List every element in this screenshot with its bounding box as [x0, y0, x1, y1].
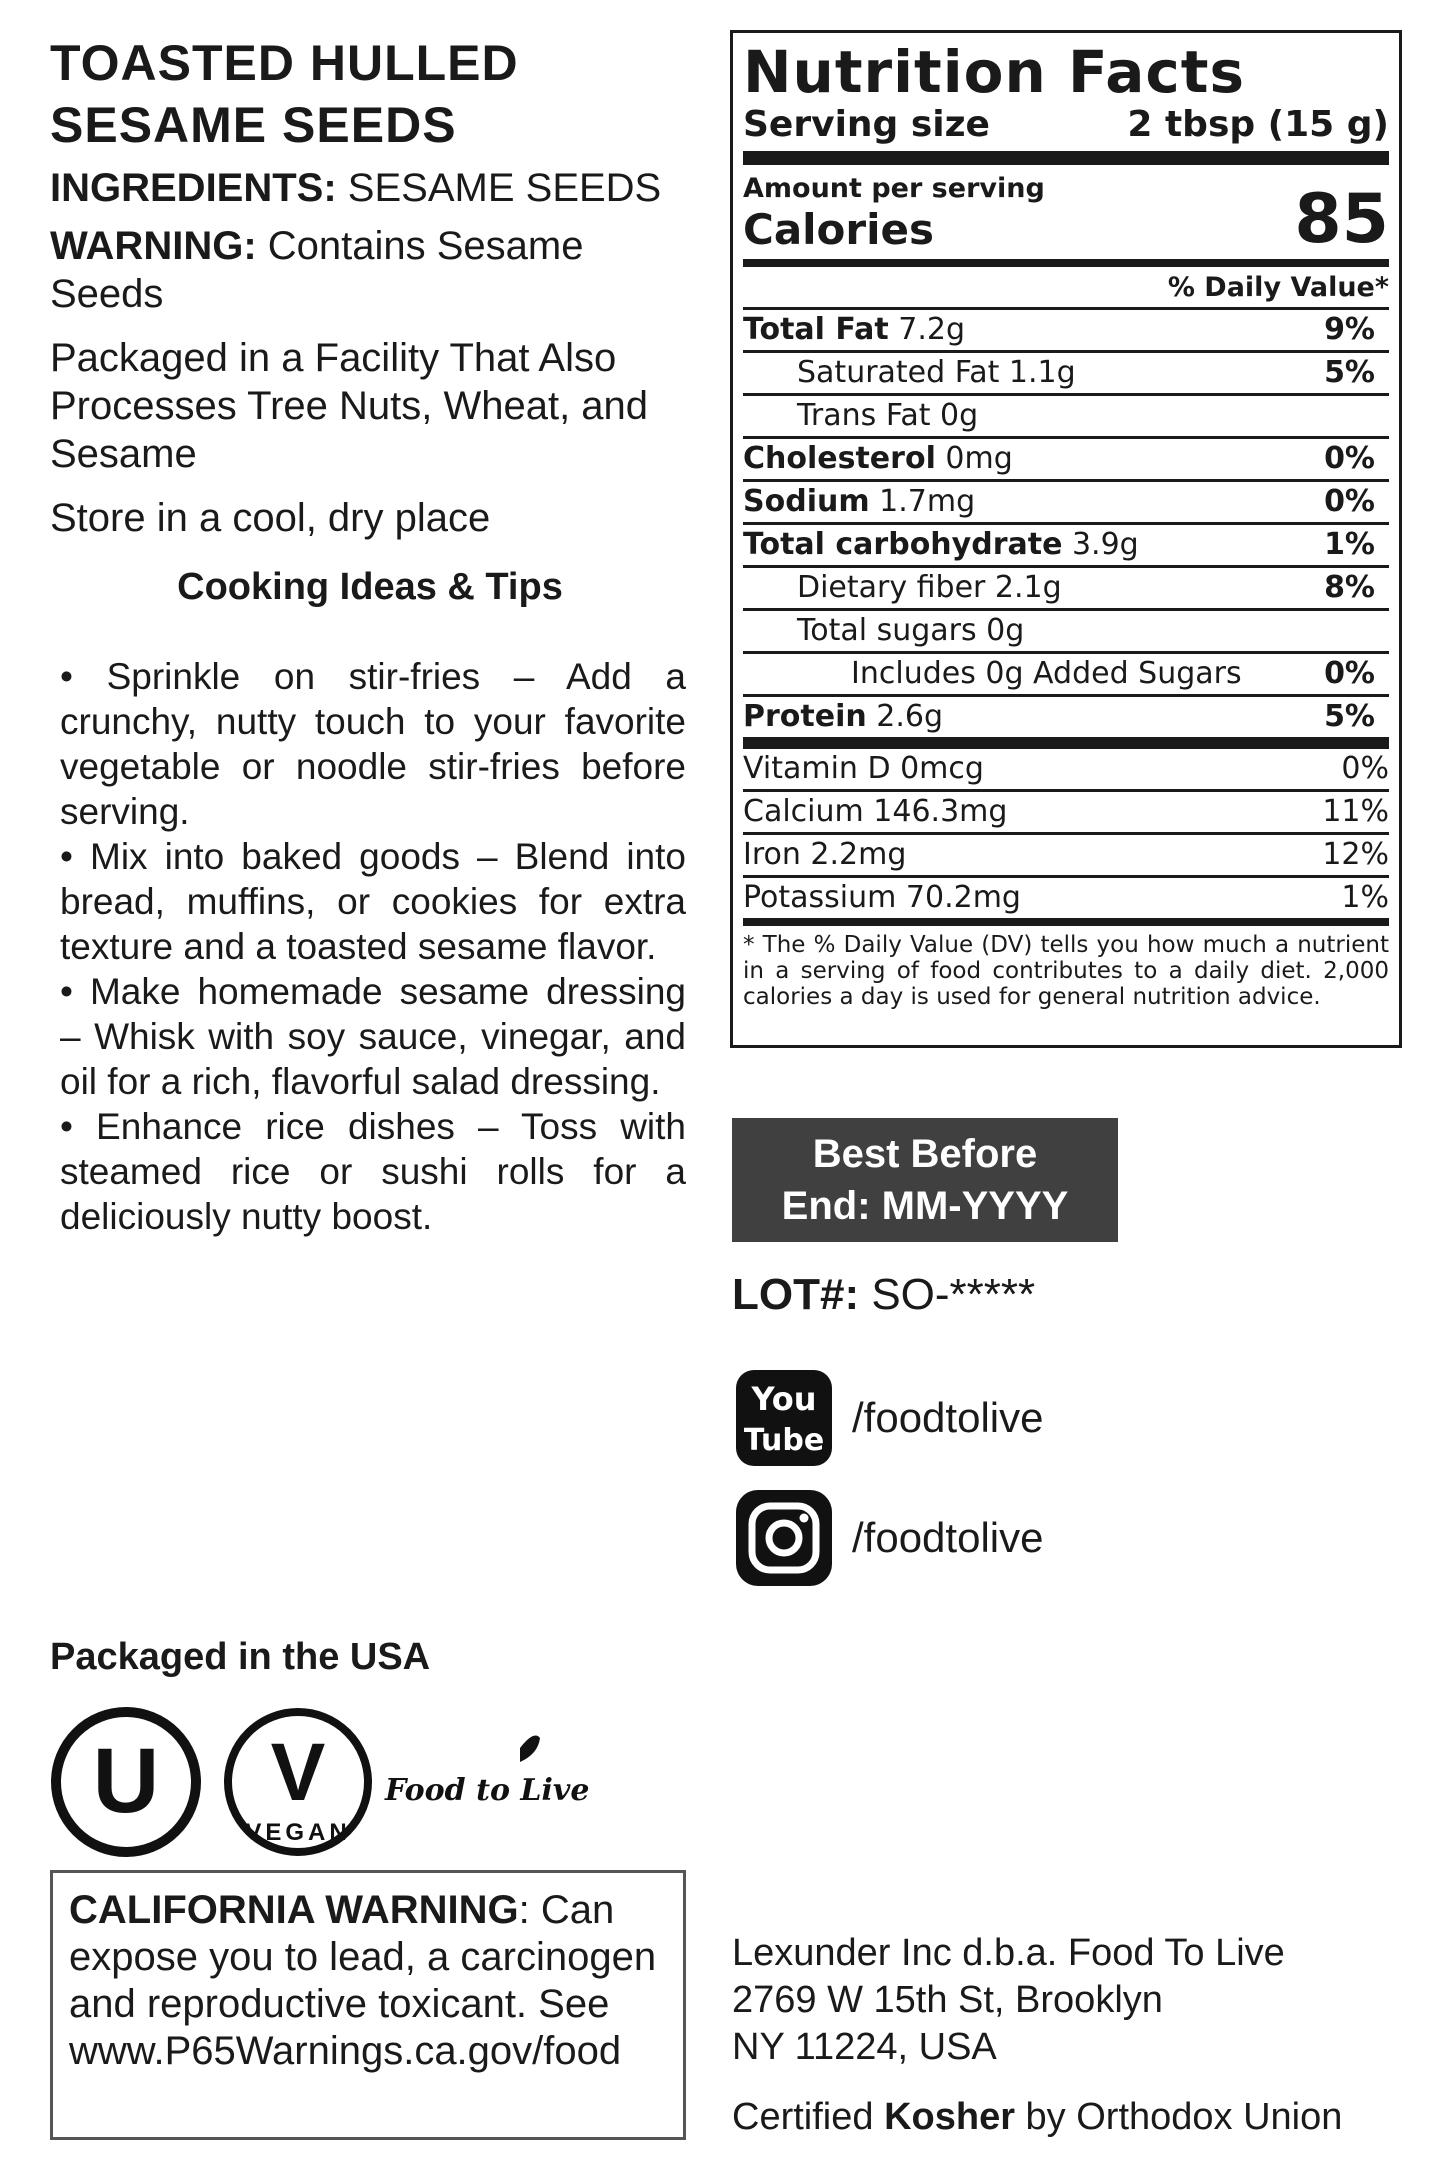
warning-label: WARNING:	[50, 224, 257, 268]
company-line3: NY 11224, USA	[732, 2026, 997, 2068]
company-line1: Lexunder Inc d.b.a. Food To Live	[732, 1932, 1285, 1974]
tip-item: • Make homemade sesame dressing – Whisk with soy sauce, vinegar, and oil for a rich, flavorful salad dressing.	[60, 971, 686, 1102]
lot-value: SO-*****	[859, 1270, 1036, 1319]
vitamin-row: Calcium 146.3mg 11%	[743, 792, 1389, 835]
vitamin-row: Iron 2.2mg 12%	[743, 835, 1389, 878]
california-warning-label: CALIFORNIA WARNING	[69, 1888, 519, 1932]
ingredients	[50, 164, 710, 212]
svg-text:Tube: Tube	[743, 1423, 825, 1458]
daily-value-header: % Daily Value*	[743, 267, 1389, 310]
instagram-link[interactable]	[732, 1486, 1043, 1590]
product-title-line2: SESAME SEEDS	[50, 97, 457, 153]
product-title	[50, 32, 710, 156]
brand-text: Food to Live	[385, 1773, 590, 1808]
daily-value-footnote: * The % Daily Value (DV) tells you how much a nutrient in a serving of food contributes to a daily diet. 2,000 calories a day is used for general nutrition advice.	[743, 932, 1389, 1010]
nutrient-row: Trans Fat 0g	[743, 396, 1389, 439]
kosher-certification: Certified Kosher by Orthodox Union	[732, 2096, 1343, 2138]
warning-value: Contains Sesame Seeds	[50, 224, 584, 316]
lot-number	[732, 1270, 1035, 1320]
nutrient-row: Includes 0g Added Sugars 0%	[743, 654, 1389, 697]
kosher-letter: U	[92, 1730, 160, 1832]
instagram-icon	[732, 1486, 836, 1590]
youtube-icon	[732, 1366, 836, 1470]
california-warning-text: : Can expose you to lead, a carcinogen and reproductive toxicant. See www.P65Warnings.ca.gov/food	[69, 1888, 657, 2073]
serving-size-row	[743, 103, 1389, 165]
best-before-box	[732, 1118, 1118, 1242]
california-warning	[50, 1870, 686, 2140]
best-before-line2: End: MM-YYYY	[781, 1184, 1069, 1228]
tips-heading: Cooking Ideas & Tips	[177, 566, 563, 608]
nutrition-title: Nutrition Facts	[743, 38, 1245, 106]
instagram-handle[interactable]: /foodtolive	[852, 1514, 1044, 1561]
serving-size-value: 2 tbsp (15 g)	[1127, 104, 1389, 145]
facility-note: Packaged in a Facility That Also Processes Tree Nuts, Wheat, and Sesame	[50, 336, 649, 476]
vitamin-row: Potassium 70.2mg 1%	[743, 878, 1389, 926]
youtube-link[interactable]	[732, 1366, 1043, 1470]
nutrient-row: Saturated Fat 1.1g 5%	[743, 353, 1389, 396]
best-before-line1: Best Before	[812, 1132, 1038, 1176]
packaged-in-usa: Packaged in the USA	[50, 1636, 431, 1678]
lot-label: LOT#:	[732, 1270, 860, 1319]
ingredients-label: INGREDIENTS:	[50, 166, 337, 210]
nutrient-row: Total Fat 7.2g 9%	[743, 310, 1389, 353]
vegan-letter: V	[270, 1727, 326, 1818]
certification-logos	[50, 1700, 690, 1860]
calories-label: Calories	[743, 205, 935, 254]
nutrient-row: Total carbohydrate 3.9g 1%	[743, 525, 1389, 568]
allergen-warning	[50, 222, 690, 318]
tip-item: • Mix into baked goods – Blend into bread, muffins, or cookies for extra texture and a toasted sesame flavor.	[60, 836, 686, 967]
nutrient-row: Sodium 1.7mg 0%	[743, 482, 1389, 525]
product-title-line1: TOASTED HULLED	[50, 35, 519, 91]
youtube-handle[interactable]: /foodtolive	[852, 1394, 1044, 1441]
nutrition-facts-panel	[730, 30, 1402, 1048]
kosher-ou-logo	[56, 1712, 196, 1852]
tip-item: • Enhance rice dishes – Toss with steamed rice or sushi rolls for a deliciously nutty boost.	[60, 1106, 686, 1237]
vitamin-row: Vitamin D 0mcg 0%	[743, 749, 1389, 792]
storage-note: Store in a cool, dry place	[50, 496, 491, 540]
food-to-live-logo	[384, 1736, 589, 1808]
amount-per-serving: Amount per serving	[743, 173, 1045, 204]
ingredients-value: SESAME SEEDS	[336, 166, 662, 210]
nutrient-row: Cholesterol 0mg 0%	[743, 439, 1389, 482]
nutrient-row: Dietary fiber 2.1g 8%	[743, 568, 1389, 611]
nutrient-row: Protein 2.6g 5%	[743, 697, 1389, 749]
tips-list	[60, 654, 686, 1239]
calories-value: 85	[1294, 180, 1389, 259]
company-line2: 2769 W 15th St, Brooklyn	[732, 1979, 1163, 2021]
leaf-icon	[520, 1736, 540, 1762]
svg-text:You: You	[751, 1380, 817, 1418]
serving-size-label: Serving size	[743, 104, 990, 145]
nutrient-row: Total sugars 0g	[743, 611, 1389, 654]
tip-item: • Sprinkle on stir-fries – Add a crunchy, nutty touch to your favorite vegetable or noodle stir-fries before serving.	[60, 656, 686, 832]
vegan-logo	[228, 1712, 368, 1852]
vegan-word: VEGAN	[245, 1819, 351, 1846]
company-address	[732, 1930, 1285, 2071]
